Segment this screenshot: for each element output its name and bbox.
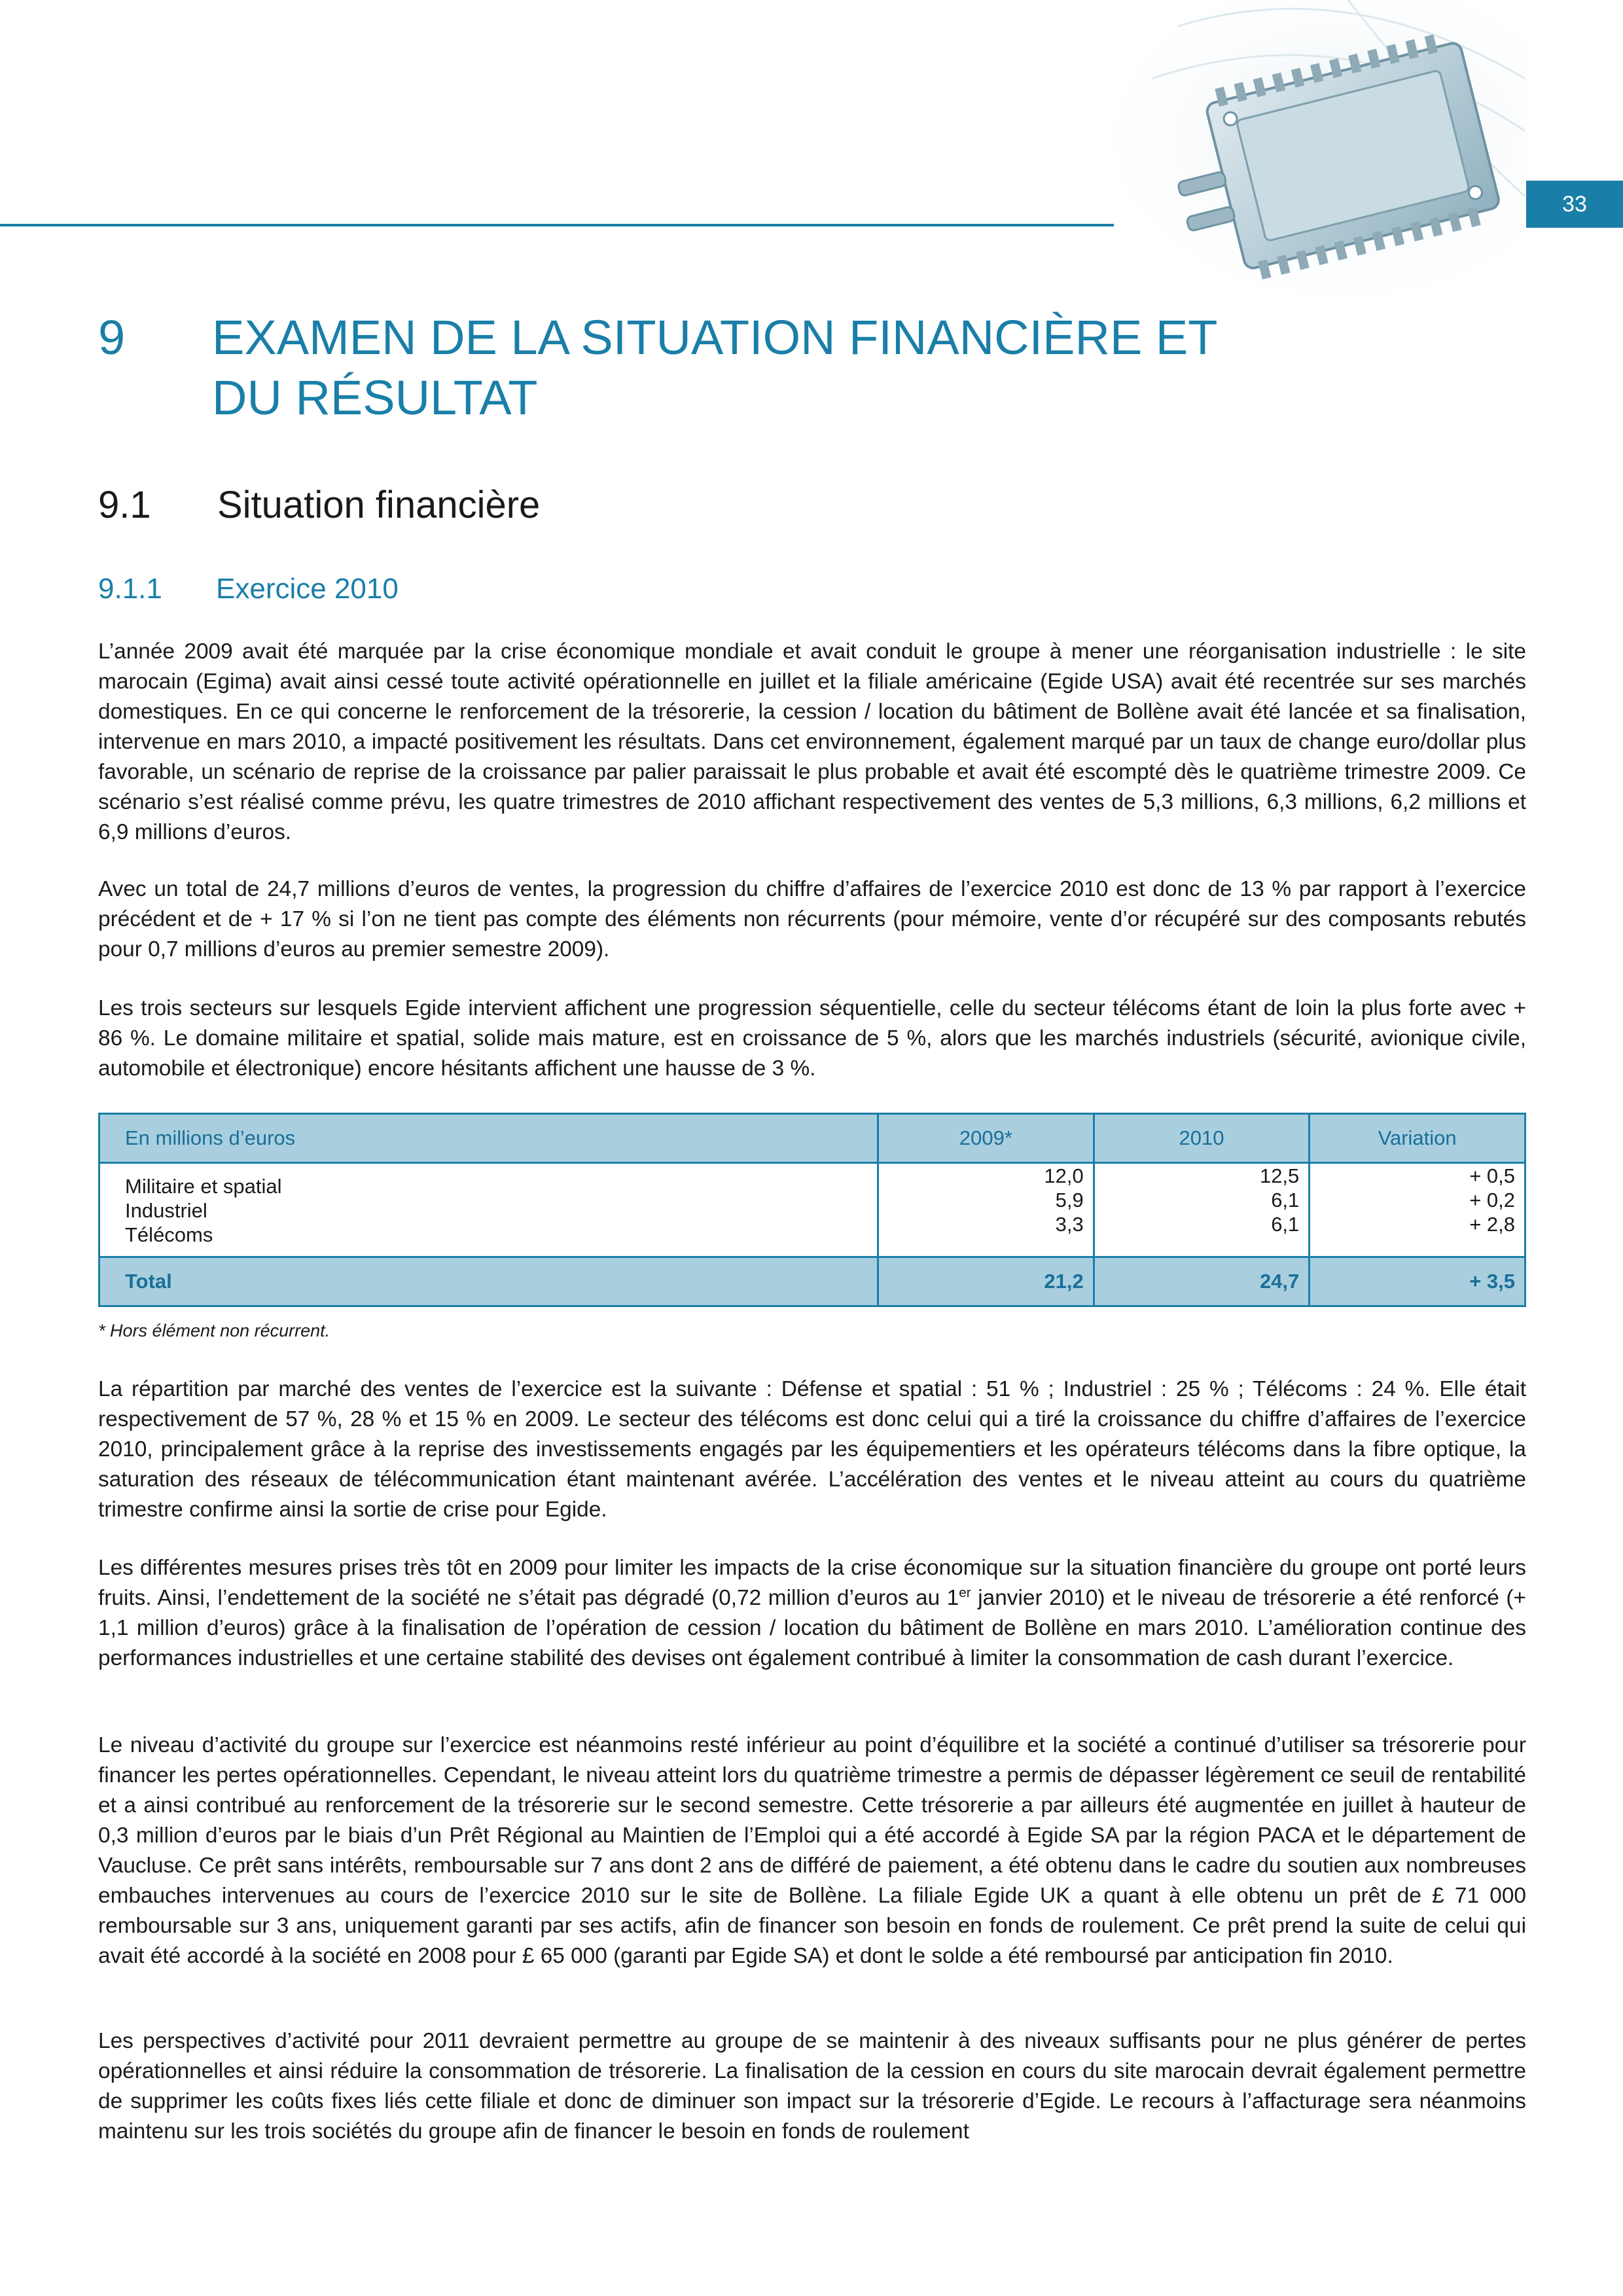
subsubsection-number: 9.1.1: [98, 573, 162, 605]
column-header: Variation: [1310, 1114, 1525, 1163]
electronic-package-illustration-icon: [1073, 0, 1526, 308]
paragraph-4: La répartition par marché des ventes de l’exercice est la suivante : Défense et spatial : 51 % ; Industriel : 25 % ; Télécoms : 24 %. Elle était respectivement de 57 %, 28 % et 15 % en 2009. Le secteur des télécoms est donc celui qui a tiré la croissance du chiffre d’affaires de l’exercice 2010, principalement grâce à la reprise des investissements engagés par les équipementiers et les opérateurs télécoms dans la fibre optique, la saturation des réseaux de télécommunication étant maintenant avérée. L’accélération des ventes et le niveau atteint au cours du quatrième trimestre confirme ainsi la sortie de crise pour Egide.: [98, 1377, 1526, 1522]
table-cell: + 0,5: [1469, 1164, 1515, 1187]
paragraph-7: Les perspectives d’activité pour 2011 devraient permettre au groupe de se maintenir à des niveaux suffisants pour ne plus générer de pertes opérationnelles et ainsi réduire la consommation de trésorerie. La finalisation de la cession en cours du site marocain devrait également permettre de supprimer les coûts fixes liés cette filiale et donc de diminuer son impact sur la trésorerie d’Egide. Le recours à l’affacturage sera néanmoins maintenu sur les trois sociétés du groupe afin de financer le besoin en fonds de roulement: [98, 2029, 1526, 2144]
column-header: 2009*: [878, 1114, 1094, 1163]
table-row: [99, 1163, 1525, 1257]
table-cell: + 0,2: [1469, 1189, 1515, 1211]
values-variation-cell: [1310, 1163, 1525, 1257]
section-title: EXAMEN DE LA SITUATION FINANCIÈRE ET DU RÉSULTAT: [212, 310, 1217, 425]
column-header: En millions d’euros: [99, 1114, 878, 1163]
table-total-row: [99, 1257, 1525, 1306]
values-2010-cell: [1094, 1163, 1310, 1257]
table-cell: 5,9: [1055, 1189, 1084, 1211]
table-cell: 12,0: [1044, 1164, 1084, 1187]
table-cell: 6,1: [1271, 1189, 1300, 1211]
table-footnote: * Hors élément non récurrent.: [98, 1321, 330, 1340]
row-label: Militaire et spatial: [125, 1175, 282, 1198]
paragraph-1: L’année 2009 avait été marquée par la crise économique mondiale et avait conduit le groupe à mener une réorganisation industrielle : le site marocain (Egima) avait ainsi cessé toute activité opérationnelle en juillet et la filiale américaine (Egide USA) avait été recentrée sur ses marchés domestiques. En ce qui concerne le renforcement de la trésorerie, la cession / location du bâtiment de Bollène avait été lancée et sa finalisation, intervenue en mars 2010, a impacté positivement les résultats. Dans cet environnement, également marqué par un taux de change euro/dollar plus favorable, un scénario de reprise de la croissance par palier paraissait le plus probable et avait été escompté dès le quatrième trimestre 2009. Ce scénario s’est réalisé comme prévu, les quatre trimestres de 2010 affichant respectivement des ventes de 5,3 millions, 6,3 millions, 6,2 millions et 6,9 millions d’euros.: [98, 639, 1526, 844]
column-header: 2010: [1094, 1114, 1310, 1163]
paragraph-5-part-1: Les différentes mesures prises très tôt en 2009 pour limiter les impacts de la crise économique sur la situation financière du groupe ont porté leurs fruits. Ainsi, l’endettement de la société ne s’était pas dégradé (0,72 million d’euros au 1: [98, 1556, 1526, 1610]
table-cell: 3,3: [1055, 1213, 1084, 1236]
subsubsection-title: Exercice 2010: [216, 573, 399, 605]
subsection-title: Situation financière: [217, 484, 541, 526]
header-rule: [0, 224, 1114, 226]
page-number: 33: [1526, 181, 1623, 228]
row-labels-cell: [99, 1163, 878, 1257]
total-label: Total: [99, 1257, 878, 1306]
paragraph-3: Les trois secteurs sur lesquels Egide intervient affichent une progression séquentielle, celle du secteur télécoms étant de loin la plus forte avec + 86 %. Le domaine militaire et spatial, solide mais mature, est en croissance de 5 %, alors que les marchés industriels (sécurité, avionique civile, automobile et électronique) encore hésitants affichent une hausse de 3 %.: [98, 996, 1526, 1081]
superscript: er: [959, 1585, 971, 1600]
table-header-row: [99, 1114, 1525, 1163]
values-2009-cell: [878, 1163, 1094, 1257]
total-2009: 21,2: [878, 1257, 1094, 1306]
section-number: 9: [98, 310, 126, 365]
paragraph-6: Le niveau d’activité du groupe sur l’exercice est néanmoins resté inférieur au point d’équilibre et la société a continué d’utiliser sa trésorerie pour financer les pertes opérationnelles. Cependant, le niveau atteint lors du quatrième trimestre a permis de dépasser légèrement ce seuil de rentabilité et a ainsi contribué au renforcement de la trésorerie sur le second semestre. Cette trésorerie a par ailleurs été augmentée en juillet à hauteur de 0,3 million d’euros par le biais d’un Prêt Régional au Maintien de l’Emploi qui a été accordé à Egide SA par la région PACA et le département de Vaucluse. Ce prêt sans intérêts, remboursable sur 7 ans dont 2 ans de différé de paiement, a été obtenu dans le cadre du soutien aux nombreuses embauches intervenues au cours de l’exercice 2010 sur le site de Bollène. La filiale Egide UK a quant à elle obtenu un prêt de £ 71 000 remboursable sur 3 ans, uniquement garanti par ses actifs, afin de financer son besoin en fonds de roulement. Ce prêt prend la suite de celui qui avait été accordé à la société en 2008 pour £ 65 000 (garanti par Egide SA) et dont le solde a été remboursé par anticipation fin 2010.: [98, 1733, 1526, 1968]
table-cell: 12,5: [1259, 1164, 1300, 1187]
paragraph-2: Avec un total de 24,7 millions d’euros de ventes, la progression du chiffre d’affaires de l’exercice 2010 est donc de 13 % par rapport à l’exercice précédent et de + 17 % si l’on ne tient pas compte des éléments non récurrents (pour mémoire, vente d’or récupéré sur des composants rebutés pour 0,7 millions d’euros au premier semestre 2009).: [98, 877, 1526, 961]
row-label: Industriel: [125, 1199, 207, 1222]
sales-table: [98, 1113, 1526, 1307]
total-variation: + 3,5: [1310, 1257, 1525, 1306]
paragraph-5-part-2: janvier 2010) et le niveau de trésorerie a été renforcé (+ 1,1 million d’euros) grâce à la finalisation de l’opération de cession / location du bâtiment de Bollène en mars 2010. L’amélioration continue des performances industrielles et une certaine stabilité des devises ont également contribué à limiter la consommation de cash durant l’exercice.: [98, 1586, 1526, 1670]
paragraph-5: [98, 1553, 1526, 1674]
row-label: Télécoms: [125, 1223, 213, 1246]
subsection-number: 9.1: [98, 484, 151, 526]
total-2010: 24,7: [1094, 1257, 1310, 1306]
table-cell: 6,1: [1271, 1213, 1300, 1236]
table-cell: + 2,8: [1469, 1213, 1515, 1236]
